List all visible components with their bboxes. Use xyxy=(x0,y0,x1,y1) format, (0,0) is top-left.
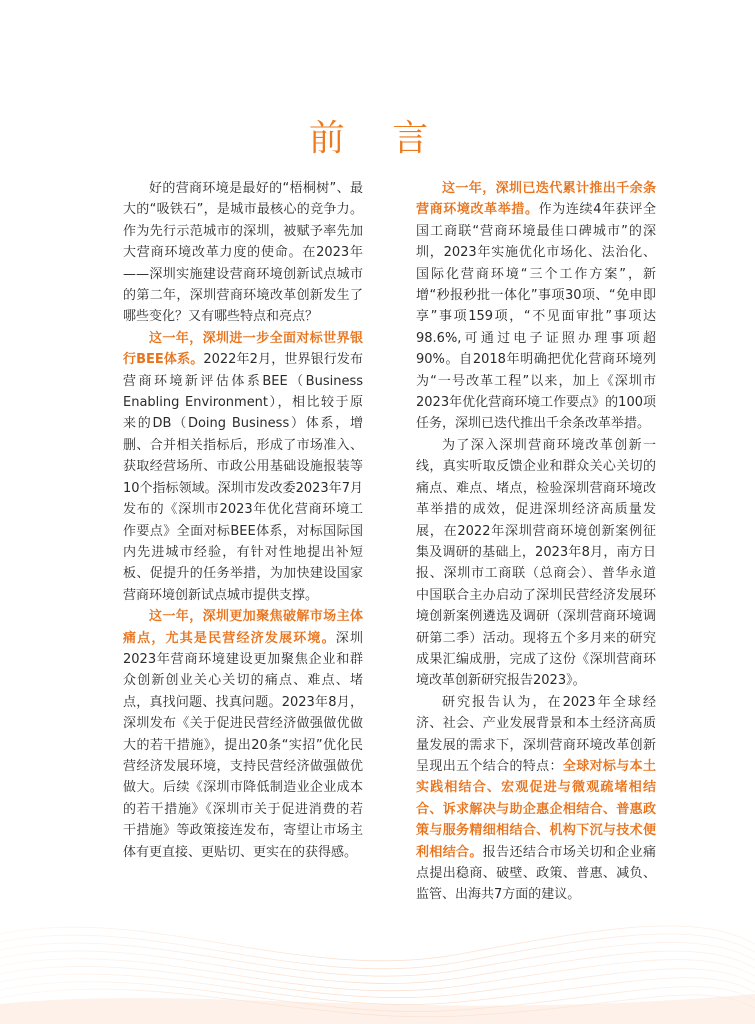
highlight-segment: 这一年，深圳进一步全面对标世界银行BEE体系。 xyxy=(123,330,363,368)
text-segment: 作为连续4年获评全国工商联“营商环境最佳口碑城市”的深圳，2023年实施优化市场化、法治化、国际化营商环境“三个工作方案”，新增“秒报秒批一体化”事项30项、“免申即享”事项159项，“不见面审批”事项达98.6%,可通过电子证照办理事项超90%。自2018年明确把优化营商环境列为“一号改革工程”以来，加上《深圳市2023年优化营商环境工作要点》的100项任务，深圳已迭代推出千余条改革举措。 xyxy=(416,202,656,432)
right-column xyxy=(416,178,656,906)
highlight-segment: 这一年，深圳更加聚焦破解市场主体痛点，尤其是民营经济发展环境。 xyxy=(123,609,363,646)
paragraph xyxy=(123,178,363,328)
highlight-segment: 全球对标与本土实践相结合、宏观促进与微观疏堵相结合、诉求解决与助企惠企相结合、普惠政策与服务精细相结合、机构下沉与技术便利相结合。 xyxy=(416,758,656,860)
paragraph xyxy=(123,328,363,606)
left-column xyxy=(123,178,363,863)
text-segment: 研究报告认为，在2023年全球经济、社会、产业发展背景和本土经济高质量发展的需求下，深圳营商环境改革创新呈现出五个结合的特点： xyxy=(416,694,656,774)
paragraph xyxy=(123,606,363,863)
text-segment: 深圳2023年营商环境建设更加聚焦企业和群众创新创业关心关切的痛点、难点、堵点，真找问题、找真问题。2023年8月，深圳发布《关于促进民营经济做强做优做大的若干措施》，提出20条“实招”优化民营经济发展环境，支持民营经济做强做优做大。后续《深圳市降低制造业企业成本的若干措施》《深圳市关于促进消费的若干措施》等政策接连发布，寄望让市场主体有更直接、更贴切、更实在的获得感。 xyxy=(123,630,363,860)
text-segment: 报告还结合市场关切和企业痛点提出稳商、破壁、政策、普惠、减负、监管、出海共7方面的建议。 xyxy=(416,844,656,903)
highlight-segment: 这一年，深圳已迭代累计推出千余条营商环境改革举措。 xyxy=(416,181,656,218)
decorative-wave-graphic xyxy=(0,894,755,1024)
text-segment: 为了深入深圳营商环境改革创新一线，真实听取反馈企业和群众关心关切的痛点、难点、堵点，检验深圳营商环境改革举措的成效，促进深圳经济高质量发展，在2022年深圳营商环境创新案例征集及调研的基础上，2023年8月，南方日报、深圳市工商联（总商会）、普华永道中国联合主办启动了深圳民营经济发展环境创新案例遴选及调研（深圳营商环境调研第二季）活动。现将五个多月来的研究成果汇编成册，完成了这份《深圳营商环境改革创新研究报告2023》。 xyxy=(416,437,656,689)
paragraph xyxy=(416,435,656,692)
paragraph xyxy=(416,178,656,435)
page-title: 前 言 xyxy=(308,118,447,160)
paragraph xyxy=(416,692,656,906)
text-segment: 2022年2月，世界银行发布营商环境新评估体系BEE（Business Enabling Environment），相比较于原来的DB（Doing Business）体系，增删、合并相关指标后，形成了市场准入、获取经营场所、市政公用基础设施报装等10个指标领域。深圳市发改委2023年7月发布的《深圳市2023年优化营商环境工作要点》全面对标BEE体系，对标国际国内先进城市经验，有针对性地提出补短板、促提升的任务举措，为加快建设国家营商环境创新试点城市提供支撑。 xyxy=(123,352,363,603)
text-segment: 好的营商环境是最好的“梧桐树”、最大的“吸铁石”，是城市最核心的竞争力。作为先行示范城市的深圳，被赋予率先加大营商环境改革力度的使命。在2023年——深圳实施建设营商环境创新试点城市的第二年，深圳营商环境改革创新发生了哪些变化？又有哪些特点和亮点？ xyxy=(123,181,363,325)
